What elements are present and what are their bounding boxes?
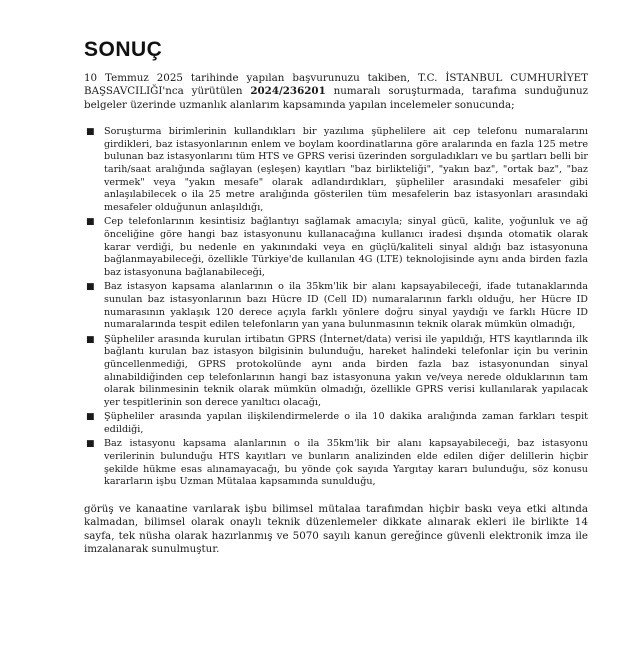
bullet-icon: ■ bbox=[86, 412, 95, 423]
finding-text: Baz istasyon kapsama alanlarının o ila 35km'lik bir alanı kapsayabileceği, ifade tutanaklarında sunulan baz istasyonlarının bazı Hücre ID (Cell ID) numaralarının farklı olduğu, her Hücre ID numarasının yaklaşık 120 derece açıyla farklı yönlere doğru sinyal yaydığı ve farklı Hücre ID numaralarında tespit edilen telefonların yan yana bulunmasının teknik olarak mümkün olmadığı, bbox=[104, 281, 588, 331]
case-number: 2024/236201 bbox=[250, 85, 326, 98]
finding-text: Şüpheliler arasında kurulan irtibatın GPRS (İnternet/data) verisi ile yapıldığı, HTS kayıtlarında ilk bağlantı kurulan baz istasyon bilgisinin bulunduğu, hareket halindeki telefonlar için bu verinin güncellenmediği, GPRS protokolünde aynı anda birden fazla baz istasyonundan sinyal alınabildiğinden cep telefonlarının hangi baz istasyonuna yakın ve/veya nerede olduklarının tam olarak bilinmesinin teknik olarak mümkün olmadığı, özellikle GPRS verisi kullanılarak yapılacak yer tespitlerinin son derece yanıltıcı olacağı, bbox=[104, 333, 588, 408]
finding-item bbox=[84, 438, 588, 488]
finding-item bbox=[84, 411, 588, 436]
bullet-icon: ■ bbox=[86, 334, 95, 345]
finding-text: Baz istasyonu kapsama alanlarının o ila 35km'lik bir alanı kapsayabileceği, baz istasyonu verilerinin bulunduğu HTS kayıtları ve bunların analizinden elde edilen diğer delillerin hiçbir şekilde hükme esas alınamayacağı, bu yönde çok sayıda Yargıtay kararı bulunduğu, söz konusu kararların işbu Uzman Mütalaa kapsamında sunulduğu, bbox=[104, 438, 588, 488]
bullet-icon: ■ bbox=[86, 282, 95, 293]
finding-text: Şüpheliler arasında yapılan ilişkilendirmelerde o ila 10 dakika aralığında zaman farkları tespit edildiği, bbox=[104, 411, 588, 435]
closing-paragraph: görüş ve kanaatine varılarak işbu bilimsel mütalaa tarafımdan hiçbir baskı veya etki altında kalmadan, bilimsel olarak onaylı teknik düzenlemeler dikkate alınarak ekleri ile birlikte 14 sayfa, tek nüsha olarak hazırlanmış ve 5070 sayılı kanun gereğince güvenli elektronik imza ile imzalanarak sunulmuştur. bbox=[84, 502, 588, 556]
finding-text: Cep telefonlarının kesintisiz bağlantıyı sağlamak amacıyla; sinyal gücü, kalite, yoğunluk ve ağ önceliğine göre hangi baz istasyonunu kullanacağına kullanıcı iradesi dışında otomatik olarak karar verdiği, bu nedenle en yakınındaki veya en güçlü/kaliteli sinyal aldığı baz istasyonuna bağlanmayabileceği, özellikle Türkiye'de kullanılan 4G (LTE) teknolojisinde aynı anda birden fazla baz istasyonuna bağlanabileceği, bbox=[104, 216, 588, 278]
intro-paragraph bbox=[84, 72, 588, 112]
bullet-icon: ■ bbox=[86, 127, 95, 138]
finding-item bbox=[84, 126, 588, 214]
finding-item bbox=[84, 334, 588, 410]
intro-text-end: numaralı soruşturmada, tarafıma sunduğunuz belgeler üzerinde uzmanlık alanlarım kapsamında yapılan incelemeler sonucunda; bbox=[84, 85, 589, 111]
bullet-icon: ■ bbox=[86, 439, 95, 450]
finding-text: Soruşturma birimlerinin kullandıkları bir yazılıma şüphelilere ait cep telefonu numaralarını girdikleri, baz istasyonlarının enlem ve boylam koordinatlarına göre aralarında en fazla 125 metre bulunan baz istasyonlarını tüm HTS ve GPRS verisi üzerinden sorguladıkları ve bu şartları belli bir tarih/saat aralığında sağlayan (eşleşen) kayıtları "baz birlikteliği", "yakın baz", "ortak baz", "baz vermek" veya "yakın mesafe" olarak adlandırdıkları, şüpheliler arasındaki mesafeler gibi anlaşılabilecek o ila 25 metre aralığında gösterilen tüm mesafelerin baz istasyonları arasındaki mesafeler olduğunun anlaşıldığı, bbox=[104, 126, 588, 213]
document-title: SONUÇ bbox=[84, 38, 163, 61]
bullet-icon: ■ bbox=[86, 217, 95, 228]
findings-list bbox=[84, 126, 588, 489]
finding-item bbox=[84, 281, 588, 331]
intro-text-start: 10 Temmuz 2025 tarihinde yapılan başvurunuzu takiben, T.C. İSTANBUL CUMHURİYET BAŞSAVCILIĞI'nca yürütülen bbox=[84, 72, 588, 98]
finding-item bbox=[84, 216, 588, 279]
